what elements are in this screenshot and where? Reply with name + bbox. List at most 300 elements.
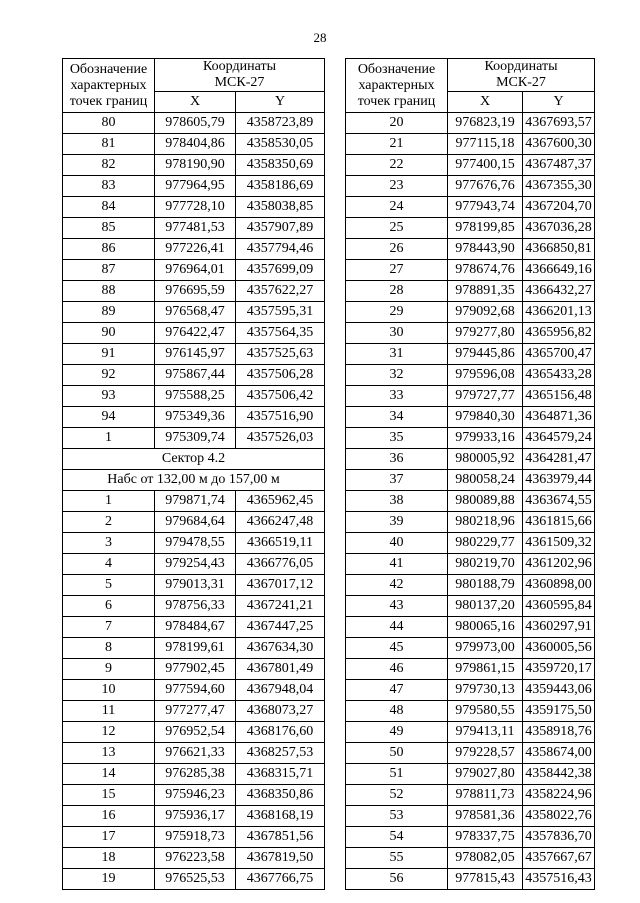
x-coordinate: 978484,67 (155, 617, 236, 638)
y-coordinate: 4366432,27 (523, 281, 595, 302)
designation-header-line: характерных (70, 77, 147, 93)
point-number: 48 (346, 701, 448, 722)
x-coordinate: 979092,68 (448, 302, 523, 323)
y-coordinate: 4357525,63 (236, 344, 325, 365)
point-number: 84 (63, 197, 155, 218)
y-coordinate: 4361202,96 (523, 554, 595, 575)
y-coordinate: 4365700,47 (523, 344, 595, 365)
table-row (63, 638, 325, 659)
x-coordinate: 979596,08 (448, 365, 523, 386)
table-row (63, 827, 325, 848)
y-coordinate: 4361509,32 (523, 533, 595, 554)
point-number: 92 (63, 365, 155, 386)
x-coordinate: 977902,45 (155, 659, 236, 680)
y-coordinate: 4365433,28 (523, 365, 595, 386)
right-table-body (346, 113, 595, 890)
table-row (63, 323, 325, 344)
y-coordinate: 4360297,91 (523, 617, 595, 638)
y-coordinate: 4357794,46 (236, 239, 325, 260)
x-coordinate: 980188,79 (448, 575, 523, 596)
y-coordinate: 4368257,53 (236, 743, 325, 764)
x-coordinate: 980058,24 (448, 470, 523, 491)
x-coordinate: 979840,30 (448, 407, 523, 428)
point-number: 11 (63, 701, 155, 722)
x-coordinate: 976145,97 (155, 344, 236, 365)
x-coordinate: 977226,41 (155, 239, 236, 260)
x-coordinate: 979730,13 (448, 680, 523, 701)
x-coordinate: 979413,11 (448, 722, 523, 743)
x-coordinate: 978605,79 (155, 113, 236, 134)
x-coordinate: 978443,90 (448, 239, 523, 260)
table-row (63, 239, 325, 260)
x-coordinate: 976952,54 (155, 722, 236, 743)
y-coordinate: 4360005,56 (523, 638, 595, 659)
point-number: 2 (63, 512, 155, 533)
point-number: 80 (63, 113, 155, 134)
y-coordinate: 4365956,82 (523, 323, 595, 344)
table-row (346, 659, 595, 680)
point-number: 46 (346, 659, 448, 680)
coordinates-header-line: МСК-27 (214, 75, 265, 90)
point-number: 85 (63, 218, 155, 239)
x-coordinate: 979861,15 (448, 659, 523, 680)
designation-header-line: точек границ (69, 93, 148, 109)
x-coordinate: 978674,76 (448, 260, 523, 281)
table-row (346, 575, 595, 596)
point-number: 23 (346, 176, 448, 197)
x-coordinate: 978199,85 (448, 218, 523, 239)
y-coordinate: 4357595,31 (236, 302, 325, 323)
point-number: 41 (346, 554, 448, 575)
y-coordinate: 4358224,96 (523, 785, 595, 806)
x-coordinate: 975588,25 (155, 386, 236, 407)
x-coordinate: 977964,95 (155, 176, 236, 197)
table-row (63, 428, 325, 449)
point-number: 83 (63, 176, 155, 197)
x-header: X (448, 92, 523, 113)
y-coordinate: 4363674,55 (523, 491, 595, 512)
designation-header (63, 59, 155, 113)
point-number: 31 (346, 344, 448, 365)
x-coordinate: 980089,88 (448, 491, 523, 512)
x-coordinate: 977815,43 (448, 869, 523, 890)
x-coordinate: 980218,96 (448, 512, 523, 533)
y-coordinate: 4368168,19 (236, 806, 325, 827)
point-number: 86 (63, 239, 155, 260)
y-coordinate: 4357667,67 (523, 848, 595, 869)
point-number: 49 (346, 722, 448, 743)
y-coordinate: 4357516,90 (236, 407, 325, 428)
y-coordinate: 4367241,21 (236, 596, 325, 617)
table-row (346, 386, 595, 407)
point-number: 10 (63, 680, 155, 701)
table-row (346, 134, 595, 155)
y-coordinate: 4367355,30 (523, 176, 595, 197)
point-number: 56 (346, 869, 448, 890)
y-coordinate: 4368176,60 (236, 722, 325, 743)
y-coordinate: 4367447,25 (236, 617, 325, 638)
y-coordinate: 4367766,75 (236, 869, 325, 890)
table-row (63, 785, 325, 806)
table-row (63, 869, 325, 890)
page-number: 28 (313, 30, 327, 45)
table-row (63, 197, 325, 218)
point-number: 33 (346, 386, 448, 407)
table-row (346, 197, 595, 218)
y-coordinate: 4358674,00 (523, 743, 595, 764)
x-coordinate: 977481,53 (155, 218, 236, 239)
table-row (63, 386, 325, 407)
x-coordinate: 975936,17 (155, 806, 236, 827)
y-coordinate: 4367948,04 (236, 680, 325, 701)
point-number: 35 (346, 428, 448, 449)
table-row (346, 617, 595, 638)
y-coordinate: 4367204,70 (523, 197, 595, 218)
y-coordinate: 4367801,49 (236, 659, 325, 680)
y-coordinate: 4358723,89 (236, 113, 325, 134)
x-coordinate: 977277,47 (155, 701, 236, 722)
y-coordinate: 4360595,84 (523, 596, 595, 617)
table-row (63, 575, 325, 596)
point-number: 82 (63, 155, 155, 176)
point-number: 47 (346, 680, 448, 701)
y-coordinate: 4358350,69 (236, 155, 325, 176)
point-number: 89 (63, 302, 155, 323)
x-coordinate: 977943,74 (448, 197, 523, 218)
point-number: 19 (63, 869, 155, 890)
table-row (346, 785, 595, 806)
y-coordinate: 4359175,50 (523, 701, 595, 722)
table-row (346, 827, 595, 848)
y-coordinate: 4359720,17 (523, 659, 595, 680)
x-coordinate: 976964,01 (155, 260, 236, 281)
point-number: 42 (346, 575, 448, 596)
y-coordinate: 4367017,12 (236, 575, 325, 596)
table-row (346, 764, 595, 785)
point-number: 8 (63, 638, 155, 659)
table-row (346, 638, 595, 659)
point-number: 91 (63, 344, 155, 365)
point-number: 32 (346, 365, 448, 386)
point-number: 52 (346, 785, 448, 806)
table-row (346, 554, 595, 575)
x-coordinate: 980229,77 (448, 533, 523, 554)
table-row (63, 365, 325, 386)
point-number: 4 (63, 554, 155, 575)
coordinates-header (155, 59, 325, 92)
table-row (63, 806, 325, 827)
coordinates-header (448, 59, 595, 92)
y-coordinate: 4361815,66 (523, 512, 595, 533)
point-number: 14 (63, 764, 155, 785)
table-row (346, 260, 595, 281)
y-coordinate: 4359443,06 (523, 680, 595, 701)
point-number: 28 (346, 281, 448, 302)
y-coordinate: 4368315,71 (236, 764, 325, 785)
designation-header-line: точек границ (357, 93, 436, 109)
table-row (346, 743, 595, 764)
x-coordinate: 978756,33 (155, 596, 236, 617)
table-row (63, 617, 325, 638)
x-coordinate: 976695,59 (155, 281, 236, 302)
table-row (63, 722, 325, 743)
point-number: 17 (63, 827, 155, 848)
y-coordinate: 4358022,76 (523, 806, 595, 827)
point-number: 1 (63, 428, 155, 449)
y-coordinate: 4357506,28 (236, 365, 325, 386)
table-row (63, 659, 325, 680)
x-coordinate: 976621,33 (155, 743, 236, 764)
x-coordinate: 976525,53 (155, 869, 236, 890)
table-row (63, 134, 325, 155)
y-coordinate: 4366247,48 (236, 512, 325, 533)
table-row (63, 743, 325, 764)
x-coordinate: 979478,55 (155, 533, 236, 554)
point-number: 6 (63, 596, 155, 617)
table-row (346, 407, 595, 428)
coordinates-header-line: Координаты (484, 59, 558, 74)
y-coordinate: 4363979,44 (523, 470, 595, 491)
point-number: 3 (63, 533, 155, 554)
y-coordinate: 4367851,56 (236, 827, 325, 848)
x-coordinate: 975309,74 (155, 428, 236, 449)
point-number: 1 (63, 491, 155, 512)
table-row (346, 428, 595, 449)
table-row (346, 218, 595, 239)
x-coordinate: 976285,38 (155, 764, 236, 785)
point-number: 15 (63, 785, 155, 806)
point-number: 90 (63, 323, 155, 344)
y-coordinate: 4364871,36 (523, 407, 595, 428)
y-coordinate: 4364281,47 (523, 449, 595, 470)
table-row (63, 533, 325, 554)
x-coordinate: 979445,86 (448, 344, 523, 365)
table-row (346, 449, 595, 470)
y-coordinate: 4367600,30 (523, 134, 595, 155)
x-coordinate: 975349,36 (155, 407, 236, 428)
table-row (63, 407, 325, 428)
y-coordinate: 4358530,05 (236, 134, 325, 155)
point-number: 43 (346, 596, 448, 617)
x-coordinate: 978082,05 (448, 848, 523, 869)
point-number: 34 (346, 407, 448, 428)
y-coordinate: 4366776,05 (236, 554, 325, 575)
y-header: Y (523, 92, 595, 113)
point-number: 37 (346, 470, 448, 491)
x-coordinate: 979013,31 (155, 575, 236, 596)
table-row (63, 344, 325, 365)
table-row (346, 848, 595, 869)
table-row (346, 155, 595, 176)
table-row (346, 701, 595, 722)
table-row (346, 869, 595, 890)
x-coordinate: 978190,90 (155, 155, 236, 176)
left-table-body-2 (63, 491, 325, 890)
y-coordinate: 4357699,09 (236, 260, 325, 281)
y-coordinate: 4358186,69 (236, 176, 325, 197)
y-header: Y (236, 92, 325, 113)
table-row (346, 722, 595, 743)
table-row (63, 491, 325, 512)
sector-heading (63, 449, 325, 491)
y-coordinate: 4367634,30 (236, 638, 325, 659)
point-number: 25 (346, 218, 448, 239)
x-coordinate: 979933,16 (448, 428, 523, 449)
point-number: 9 (63, 659, 155, 680)
table-row (346, 176, 595, 197)
point-number: 20 (346, 113, 448, 134)
point-number: 93 (63, 386, 155, 407)
x-coordinate: 979973,00 (448, 638, 523, 659)
table-row (346, 533, 595, 554)
point-number: 87 (63, 260, 155, 281)
designation-header (346, 59, 448, 113)
x-coordinate: 978337,75 (448, 827, 523, 848)
x-header: X (155, 92, 236, 113)
x-coordinate: 979254,43 (155, 554, 236, 575)
y-coordinate: 4357506,42 (236, 386, 325, 407)
table-row (346, 806, 595, 827)
table-row (346, 302, 595, 323)
y-coordinate: 4357564,35 (236, 323, 325, 344)
point-number: 36 (346, 449, 448, 470)
y-coordinate: 4358038,85 (236, 197, 325, 218)
point-number: 13 (63, 743, 155, 764)
point-number: 94 (63, 407, 155, 428)
table-row (346, 491, 595, 512)
x-coordinate: 978811,73 (448, 785, 523, 806)
point-number: 40 (346, 533, 448, 554)
point-number: 29 (346, 302, 448, 323)
point-number: 5 (63, 575, 155, 596)
table-row (63, 596, 325, 617)
point-number: 50 (346, 743, 448, 764)
y-coordinate: 4368350,86 (236, 785, 325, 806)
point-number: 39 (346, 512, 448, 533)
point-number: 12 (63, 722, 155, 743)
x-coordinate: 980005,92 (448, 449, 523, 470)
point-number: 55 (346, 848, 448, 869)
coordinates-header-line: Координаты (203, 59, 276, 74)
x-coordinate: 980219,70 (448, 554, 523, 575)
y-coordinate: 4357526,03 (236, 428, 325, 449)
table-row (346, 113, 595, 134)
point-number: 54 (346, 827, 448, 848)
point-number: 45 (346, 638, 448, 659)
table-row (63, 554, 325, 575)
table-row (346, 596, 595, 617)
y-coordinate: 4366519,11 (236, 533, 325, 554)
table-row (346, 344, 595, 365)
y-coordinate: 4367819,50 (236, 848, 325, 869)
point-number: 30 (346, 323, 448, 344)
y-coordinate: 4357907,89 (236, 218, 325, 239)
y-coordinate: 4367036,28 (523, 218, 595, 239)
point-number: 16 (63, 806, 155, 827)
x-coordinate: 979580,55 (448, 701, 523, 722)
y-coordinate: 4365962,45 (236, 491, 325, 512)
point-number: 22 (346, 155, 448, 176)
x-coordinate: 975918,73 (155, 827, 236, 848)
x-coordinate: 977728,10 (155, 197, 236, 218)
x-coordinate: 979684,64 (155, 512, 236, 533)
y-coordinate: 4358918,76 (523, 722, 595, 743)
y-coordinate: 4366850,81 (523, 239, 595, 260)
x-coordinate: 979228,57 (448, 743, 523, 764)
y-coordinate: 4366201,13 (523, 302, 595, 323)
x-coordinate: 978404,86 (155, 134, 236, 155)
x-coordinate: 977594,60 (155, 680, 236, 701)
table-row (346, 512, 595, 533)
left-table-body-1 (63, 113, 325, 449)
designation-header-line: Обозначение (357, 61, 436, 77)
coordinates-header-line: МСК-27 (496, 75, 546, 90)
x-coordinate: 976823,19 (448, 113, 523, 134)
point-number: 27 (346, 260, 448, 281)
table-row (63, 113, 325, 134)
x-coordinate: 975946,23 (155, 785, 236, 806)
x-coordinate: 977676,76 (448, 176, 523, 197)
table-row (346, 281, 595, 302)
table-row (63, 302, 325, 323)
x-coordinate: 979727,77 (448, 386, 523, 407)
y-coordinate: 4367693,57 (523, 113, 595, 134)
x-coordinate: 979027,80 (448, 764, 523, 785)
table-row (63, 218, 325, 239)
point-number: 53 (346, 806, 448, 827)
designation-header-line: характерных (358, 77, 435, 93)
table-row (63, 281, 325, 302)
point-number: 44 (346, 617, 448, 638)
designation-header-line: Обозначение (69, 61, 148, 77)
point-number: 81 (63, 134, 155, 155)
y-coordinate: 4365156,48 (523, 386, 595, 407)
point-number: 7 (63, 617, 155, 638)
x-coordinate: 977400,15 (448, 155, 523, 176)
table-row (63, 848, 325, 869)
x-coordinate: 979871,74 (155, 491, 236, 512)
x-coordinate: 977115,18 (448, 134, 523, 155)
x-coordinate: 978891,35 (448, 281, 523, 302)
table-row (63, 680, 325, 701)
point-number: 26 (346, 239, 448, 260)
table-row (346, 239, 595, 260)
y-coordinate: 4358442,38 (523, 764, 595, 785)
table-row (346, 365, 595, 386)
point-number: 18 (63, 848, 155, 869)
table-row (63, 155, 325, 176)
table-row (346, 680, 595, 701)
point-number: 88 (63, 281, 155, 302)
point-number: 51 (346, 764, 448, 785)
y-coordinate: 4367487,37 (523, 155, 595, 176)
table-row (346, 470, 595, 491)
x-coordinate: 975867,44 (155, 365, 236, 386)
y-coordinate: 4360898,00 (523, 575, 595, 596)
sector-height-range: Набс от 132,00 м до 157,00 м (63, 470, 325, 491)
x-coordinate: 980065,16 (448, 617, 523, 638)
x-coordinate: 976223,58 (155, 848, 236, 869)
table-row (63, 764, 325, 785)
x-coordinate: 976422,47 (155, 323, 236, 344)
left-coordinates-table (62, 58, 325, 890)
x-coordinate: 979277,80 (448, 323, 523, 344)
right-coordinates-table (345, 58, 595, 890)
table-row (63, 512, 325, 533)
table-row (63, 701, 325, 722)
point-number: 24 (346, 197, 448, 218)
table-row (63, 176, 325, 197)
